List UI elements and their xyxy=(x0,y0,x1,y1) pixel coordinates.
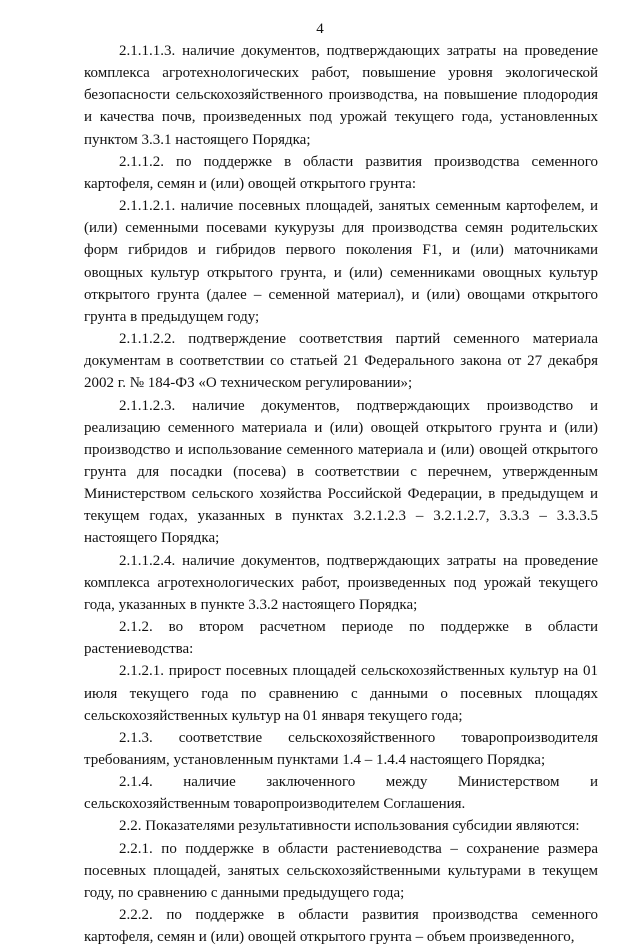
paragraph-2-1-1-2-3: 2.1.1.2.3. наличие документов, подтверждающих производство и реализацию семенного материала и (или) овощей открытого грунта и (или) производство и использование семенного материала и (или) овощей открытого грунта для посадки (посева) в соответствии с перечнем, утвержденным Министерством сельского хозяйства Российской Федерации, в предыдущем и текущем годах, указанных в пунктах 3.2.1.2.3 – 3.2.1.2.7, 3.3.3 – 3.3.3.5 настоящего Порядка; xyxy=(84,397,598,547)
paragraph-2-1-3: 2.1.3. соответствие сельскохозяйственного товаропроизводителя требованиям, установленным пунктами 1.4 – 1.4.4 настоящего Порядка; xyxy=(84,729,598,768)
paragraph-2-1-2: 2.1.2. во втором расчетном периоде по поддержке в области растениеводства: xyxy=(84,619,598,658)
paragraph-2-1-1-2-2: 2.1.1.2.2. подтверждение соответствия партий семенного материала документам в соответствии со статьей 21 Федерального закона от 27 декабря 2002 г. № 184-ФЗ «О техническом регулировании»; xyxy=(84,331,598,392)
paragraph-2-1-1-2-1: 2.1.1.2.1. наличие посевных площадей, занятых семенным картофелем, и (или) семенными посевами кукурузы для производства семян родительских форм гибридов и гибридов первого поколения F1, и (или) маточниками овощных культур открытого грунта, и (или) семенниками овощных культур открытого грунта (далее – семенной материал), и (или) овощами открытого грунта в предыдущем году; xyxy=(84,198,598,325)
paragraph-2-1-4: 2.1.4. наличие заключенного между Министерством и сельскохозяйственным товаропроизводителем Соглашения. xyxy=(84,774,598,813)
paragraph-2-1-1-1-3: 2.1.1.1.3. наличие документов, подтверждающих затраты на проведение комплекса агротехнологических работ, повышение уровня экологической безопасности сельскохозяйственного производства, на повышение плодородия и качества почв, произведенных под урожай текущего года, установленных пунктом 3.3.1 настоящего Порядка; xyxy=(84,43,598,148)
document-body xyxy=(84,40,598,948)
paragraph-2-2-1: 2.2.1. по поддержке в области растениеводства – сохранение размера посевных площадей, занятых сельскохозяйственными культурами в текущем году, по сравнению с данными предыдущего года; xyxy=(84,840,598,901)
paragraph-2-2: 2.2. Показателями результативности использования субсидии являются: xyxy=(119,818,580,835)
paragraph-2-2-2: 2.2.2. по поддержке в области развития производства семенного картофеля, семян и (или) овощей открытого грунта – объем произведенного, xyxy=(84,907,598,946)
paragraph-2-1-2-1: 2.1.2.1. прирост посевных площадей сельскохозяйственных культур на 01 июля текущего года по сравнению с данными о посевных площадях сельскохозяйственных культур на 01 января текущего года; xyxy=(84,663,598,724)
paragraph-2-1-1-2: 2.1.1.2. по поддержке в области развития производства семенного картофеля, семян и (или) овощей открытого грунта: xyxy=(84,153,598,192)
page-number: 4 xyxy=(316,21,324,37)
paragraph-2-1-1-2-4: 2.1.1.2.4. наличие документов, подтверждающих затраты на проведение комплекса агротехнологических работ, произведенных под урожай текущего года, указанных в пункте 3.3.2 настоящего Порядка; xyxy=(84,552,598,613)
